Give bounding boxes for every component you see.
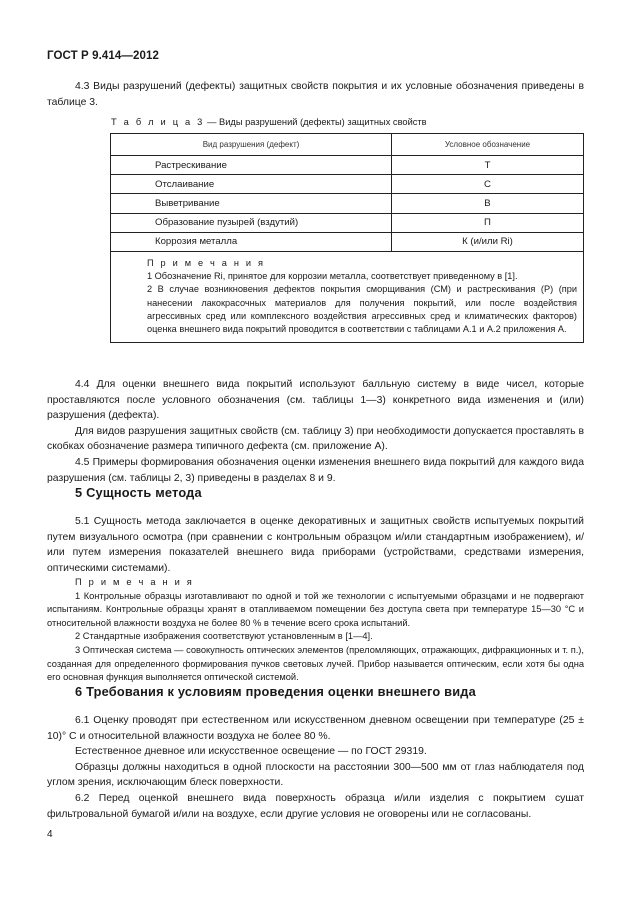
notes-title: П р и м е ч а н и я — [75, 577, 195, 587]
defect-name: Отслаивание — [111, 175, 392, 194]
section-5-notes — [47, 576, 584, 685]
table-row — [111, 194, 584, 213]
table-row — [111, 175, 584, 194]
paragraph-4-3 — [47, 79, 584, 110]
paragraph-6-1-c: Образцы должны находиться в одной плоскости на расстоянии 300—500 мм от глаз наблюдателя под углом зрения, исключающим блеск поверхности. — [47, 761, 584, 789]
defects-table — [110, 133, 584, 343]
table-notes — [111, 251, 584, 342]
section-5-body — [47, 514, 584, 576]
table-row — [111, 232, 584, 251]
note-5-3: 3 Оптическая система — совокупность оптических элементов (преломляющих, отражающих, дифракционных и т. п.), созданная для определенного формирования пучков световых лучей. Прибор называется оптическим, если хотя бы одна его основная функция выполняется оптической системой. — [47, 644, 584, 683]
table-header-row — [111, 134, 584, 156]
section-4-continuation — [47, 377, 584, 486]
note-5-1: 1 Контрольные образцы изготавливают по одной и той же технологии с испытуемыми образцами и не подвергают испытаниям. Контрольные образцы хранят в отапливаемом помещении без доступа света при температуре 15—30 °С и относительной влажности воздуха не более 80 % в течение всего срока испытаний. — [47, 590, 584, 628]
defect-code: В — [392, 194, 584, 213]
table-note-1: 1 Обозначение Ri, принятое для коррозии металла, соответствует приведенному в [1]. — [147, 271, 518, 282]
defect-code: С — [392, 175, 584, 194]
paragraph-6-1: 6.1 Оценку проводят при естественном или искусственном дневном освещении при температуре (25 ± 10)° С и относительной влажности воздуха не более 80 %. — [47, 715, 584, 742]
table-row — [111, 156, 584, 175]
section-5-heading: 5 Сущность метода — [75, 485, 202, 500]
table-notes-title: П р и м е ч а н и я — [147, 257, 266, 268]
table-notes-row — [111, 251, 584, 342]
defect-code: К (и/или Ri) — [392, 232, 584, 251]
section-6-body — [47, 713, 584, 822]
defect-name: Растрескивание — [111, 156, 392, 175]
paragraph-6-2: 6.2 Перед оценкой внешнего вида поверхность образца и/или изделия с покрытием сушат фильтровальной бумагой и/или на воздухе, если другие условия не оговорены или не согласованы. — [47, 792, 584, 820]
paragraph-4-5: 4.5 Примеры формирования обозначения оценки изменения внешнего вида покрытий для каждого вида разрушения (см. таблицы 2, 3) приведены в разделах 8 и 9. — [47, 456, 584, 484]
defect-name: Выветривание — [111, 194, 392, 213]
table-caption — [111, 117, 427, 127]
paragraph-5-1: 5.1 Сущность метода заключается в оценке декоративных и защитных свойств испытуемых покрытий путем визуального осмотра (при сравнении с контрольным образцом и/или стандартным изображением), и/или путем измерения показателей внешнего вида приборами (устройствами, средствами измерения, оптическими системами). — [47, 516, 584, 574]
defect-name: Коррозия металла — [111, 232, 392, 251]
section-6-heading: 6 Требования к условиям проведения оценки внешнего вида — [75, 684, 476, 699]
note-5-2: 2 Стандартные изображения соответствуют установленным в [1—4]. — [75, 631, 373, 642]
defect-name: Образование пузырей (вздутий) — [111, 213, 392, 232]
table-caption-prefix: Т а б л и ц а 3 — [111, 117, 205, 127]
paragraph-6-1-b: Естественное дневное или искусственное освещение — по ГОСТ 29319. — [75, 746, 427, 758]
page-number: 4 — [47, 829, 53, 840]
defect-code: П — [392, 213, 584, 232]
table-header-defect: Вид разрушения (дефект) — [111, 134, 392, 156]
table-row — [111, 213, 584, 232]
paragraph-4-3-text: 4.3 Виды разрушений (дефекты) защитных свойств покрытия и их условные обозначения приведены в таблице 3. — [47, 81, 584, 108]
table-caption-text: — Виды разрушений (дефекты) защитных свойств — [204, 117, 427, 127]
paragraph-4-4-b: Для видов разрушения защитных свойств (см. таблицу 3) при необходимости допускается проставлять в скобках обозначение размера типичного дефекта (см. приложение А). — [47, 425, 584, 453]
paragraph-4-4: 4.4 Для оценки внешнего вида покрытий используют балльную систему в виде чисел, которые проставляются после условного обозначения (см. таблицы 1—3) конкретного вида изменения и (или) разрушения (дефекта). — [47, 379, 584, 422]
table-header-code: Условное обозначение — [392, 134, 584, 156]
defect-code: Т — [392, 156, 584, 175]
table-note-2: 2 В случае возникновения дефектов покрытия сморщивания (СМ) и растрескивания (Р) (при нанесении лакокрасочных материалов для получения покрытий, или после воздействия агрессивных сред или комплексного воздействия агрессивных сред и климатических факторов) оценка внешнего вида покрытий проводится в соответствии с таблицами А.1 и А.2 приложения А. — [147, 284, 577, 334]
standard-header: ГОСТ Р 9.414—2012 — [47, 50, 159, 62]
